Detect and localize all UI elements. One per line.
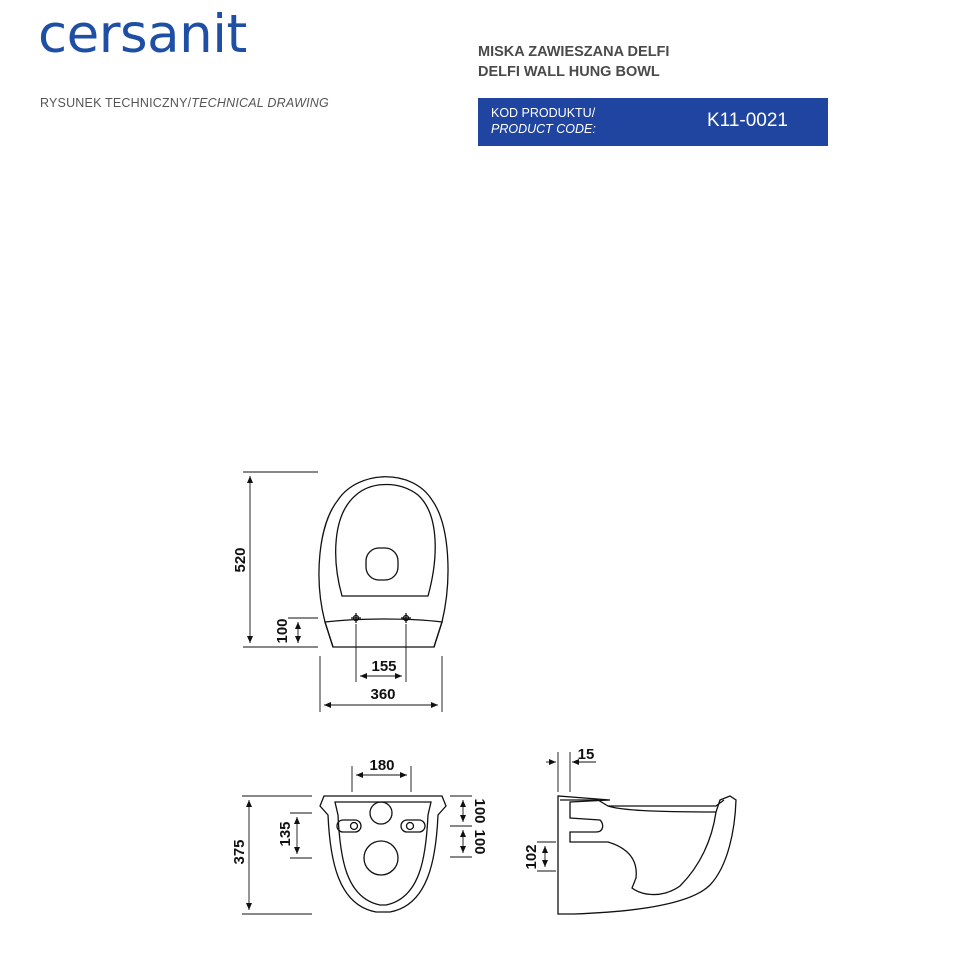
dim-side-offset: 15 bbox=[577, 746, 595, 763]
subtitle-pl: RYSUNEK TECHNICZNY/ bbox=[40, 96, 192, 110]
waste-outlet bbox=[364, 841, 398, 875]
bowl-rear-inner bbox=[335, 802, 431, 905]
product-code-value: K11-0021 bbox=[707, 110, 788, 131]
mount-hole-right bbox=[401, 613, 411, 623]
dim-top-width: 360 bbox=[370, 686, 396, 703]
product-code-label-pl: KOD PRODUKTU/ bbox=[491, 106, 596, 120]
dim-side-outlet-height: 102 bbox=[523, 844, 540, 870]
bowl-inner-rim bbox=[336, 485, 435, 597]
product-title-pl: MISKA ZAWIESZANA DELFI bbox=[478, 44, 670, 60]
bowl-outline-rear bbox=[320, 796, 446, 912]
product-title-en: DELFI WALL HUNG BOWL bbox=[478, 64, 660, 80]
dim-rear-right-upper: 100 bbox=[471, 798, 488, 824]
product-code-label-en: PRODUCT CODE: bbox=[491, 122, 596, 136]
fixing-hole-right bbox=[407, 823, 414, 830]
mount-hole-left bbox=[351, 613, 361, 623]
top-view-dimensions bbox=[243, 472, 442, 712]
subtitle-en: TECHNICAL DRAWING bbox=[191, 96, 329, 110]
dim-rear-width: 180 bbox=[369, 757, 395, 774]
dim-top-mount-offset: 100 bbox=[274, 618, 291, 644]
fixing-hole-left bbox=[351, 823, 358, 830]
rear-view bbox=[320, 796, 446, 912]
bowl-seat-plate bbox=[325, 619, 442, 647]
side-view-dimensions bbox=[537, 752, 596, 871]
water-inlet bbox=[370, 802, 392, 824]
dim-top-length: 520 bbox=[232, 547, 249, 573]
top-view bbox=[319, 477, 448, 647]
dim-rear-right-lower: 100 bbox=[471, 829, 488, 855]
side-view bbox=[558, 796, 736, 914]
dim-rear-inlet-height: 135 bbox=[277, 821, 294, 847]
bowl-drain-top bbox=[366, 548, 398, 580]
bowl-inner-side bbox=[608, 806, 716, 812]
bowl-outline-side bbox=[558, 796, 736, 914]
bowl-outline-top bbox=[319, 477, 448, 647]
dim-top-mount-spacing: 155 bbox=[371, 658, 397, 675]
brand-logo: cersanit bbox=[38, 4, 247, 65]
dim-rear-depth: 375 bbox=[231, 839, 248, 865]
